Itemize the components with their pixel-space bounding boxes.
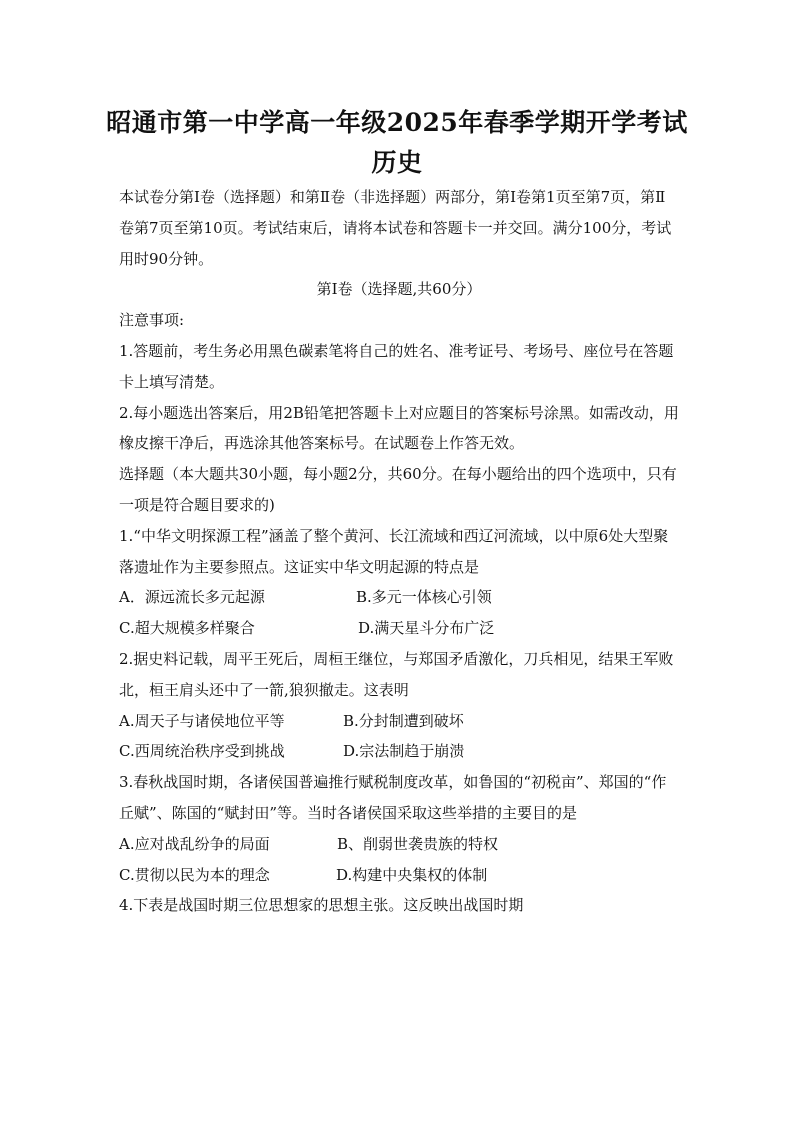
notice-item: 2.每小题选出答案后，用2B铅笔把答题卡上对应题目的答案标号涂黑。如需改动，用橡皮擦干净后，再选涂其他答案标号。在试题卷上作答无效。 xyxy=(119,403,679,453)
question-stem: 2.据史料记载，周平王死后，周桓王继位，与郑国矛盾激化，刀兵相见，结果王军败北，桓王肩头还中了一箭,狼狈撤走。这表明 xyxy=(119,649,674,699)
instructions-paragraph: 选择题（本大题共30小题，每小题2分，共60分。在每小题给出的四个选项中，只有一项是符合题目要求的) xyxy=(119,465,677,514)
option-a: A.周天子与诸侯地位平等 xyxy=(119,711,285,730)
question-stem: 4.下表是战国时期三位思想家的思想主张。这反映出战国时期 xyxy=(119,896,524,915)
exam-body xyxy=(119,182,679,921)
option-row xyxy=(119,829,679,860)
exam-title: 昭通市第一中学高一年级2025年春季学期开学考试 xyxy=(106,108,688,137)
option-a: A.应对战乱纷争的局面 xyxy=(119,834,270,853)
option-d: D.宗法制趋于崩溃 xyxy=(343,742,465,761)
option-row xyxy=(119,613,679,644)
notice-heading: 注意事项: xyxy=(119,311,185,330)
option-b: B、削弱世袭贵族的特权 xyxy=(337,834,499,853)
option-d: D.满天星斗分布广泛 xyxy=(358,619,495,638)
notice-item: 1.答题前，考生务必用黑色碳素笔将自己的姓名、准考证号、考场号、座位号在答题卡上填写清楚。 xyxy=(119,341,674,391)
option-c: C.西周统治秩序受到挑战 xyxy=(119,742,285,761)
option-b: B.分封制遭到破坏 xyxy=(343,711,464,730)
option-row xyxy=(119,736,679,767)
subject-title: 历史 xyxy=(371,148,423,177)
option-d: D.构建中央集权的体制 xyxy=(336,865,488,884)
question-stem: 1.“中华文明探源工程”涵盖了整个黄河、长江流域和西辽河流域，以中原6处大型聚落遗址作为主要参照点。这证实中华文明起源的特点是 xyxy=(119,526,669,576)
option-row xyxy=(119,706,679,737)
question-stem: 3.春秋战国时期，各诸侯国普遍推行赋税制度改革，如鲁国的“初税亩”、郑国的“作丘赋”、陈国的“赋封田”等。当时各诸侯国采取这些举措的主要目的是 xyxy=(119,773,667,822)
option-row xyxy=(119,860,679,891)
intro-paragraph: 本试卷分第Ⅰ卷（选择题）和第Ⅱ卷（非选择题）两部分，第Ⅰ卷第1页至第7页，第Ⅱ卷第7页至第10页。考试结束后，请将本试卷和答题卡一并交回。满分100分，考试用时90分钟。 xyxy=(119,188,672,268)
option-c: C.超大规模多样聚合 xyxy=(119,619,255,638)
option-b: B.多元一体核心引领 xyxy=(356,588,492,607)
option-row xyxy=(119,582,679,613)
option-c: C.贯彻以民为本的理念 xyxy=(119,865,270,884)
option-a: A．源远流长多元起源 xyxy=(119,588,265,607)
section-title: 第Ⅰ卷（选择题,共60分） xyxy=(316,280,482,299)
